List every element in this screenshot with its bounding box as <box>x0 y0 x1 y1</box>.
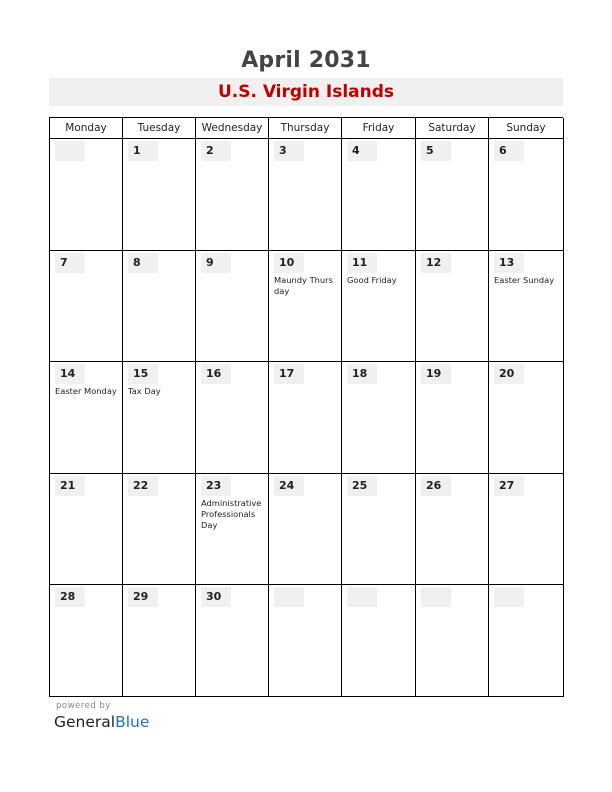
day-cell <box>416 362 489 474</box>
day-cell <box>269 139 342 251</box>
day-number: 3 <box>279 144 287 157</box>
day-number-background <box>421 587 451 607</box>
weekday-header-friday: Friday <box>342 118 416 139</box>
day-cell <box>269 362 342 474</box>
day-cell <box>123 362 196 474</box>
day-number: 6 <box>499 144 507 157</box>
day-cell <box>416 474 489 586</box>
weekday-header-thursday: Thursday <box>269 118 342 139</box>
day-number-background <box>274 587 304 607</box>
holiday-label: Administrative Professionals Day <box>201 497 262 531</box>
day-number: 9 <box>206 255 214 269</box>
day-number: 18 <box>352 367 368 381</box>
day-number: 29 <box>133 590 149 604</box>
day-cell <box>50 585 123 697</box>
day-number: 13 <box>499 255 515 269</box>
day-number: 24 <box>279 478 295 492</box>
day-cell <box>416 139 489 251</box>
generalblue-logo[interactable] <box>54 713 149 731</box>
day-cell <box>50 474 123 586</box>
week-row <box>50 139 563 251</box>
day-cell <box>196 251 269 363</box>
day-cell <box>489 139 564 251</box>
region-title: U.S. Virgin Islands <box>49 78 563 106</box>
holiday-label: Easter Sunday <box>494 274 555 285</box>
day-number: 20 <box>499 367 515 381</box>
day-number-background <box>494 587 524 607</box>
week-row <box>50 585 563 697</box>
day-number: 22 <box>133 478 149 492</box>
day-number: 4 <box>352 144 360 157</box>
day-cell <box>196 585 269 697</box>
week-row <box>50 474 563 586</box>
day-cell <box>123 251 196 363</box>
empty-day-cell <box>342 585 416 697</box>
day-number: 10 <box>279 255 295 269</box>
day-number: 7 <box>60 255 68 269</box>
day-number: 21 <box>60 478 76 492</box>
day-number: 15 <box>133 367 149 381</box>
page-title: April 2031 <box>241 48 371 73</box>
powered-by-label: powered by <box>56 701 111 711</box>
day-cell <box>50 362 123 474</box>
day-cell <box>196 362 269 474</box>
day-number: 14 <box>60 367 76 381</box>
holiday-label: Easter Monday <box>55 386 117 397</box>
weekday-header-monday: Monday <box>50 118 123 139</box>
day-number: 11 <box>352 255 368 269</box>
calendar-grid <box>49 117 563 697</box>
day-number: 27 <box>499 478 515 492</box>
brand-general-text: General <box>54 713 116 731</box>
weekday-header-tuesday: Tuesday <box>123 118 196 139</box>
day-number: 1 <box>133 144 141 157</box>
day-number: 23 <box>206 478 222 492</box>
day-cell <box>196 139 269 251</box>
day-number: 19 <box>426 367 442 381</box>
day-cell <box>489 251 564 363</box>
day-cell <box>123 139 196 251</box>
week-row <box>50 362 563 474</box>
day-cell <box>342 139 416 251</box>
holiday-label: Good Friday <box>347 274 397 285</box>
day-number: 2 <box>206 144 214 157</box>
day-number: 17 <box>279 367 295 381</box>
week-row <box>50 251 563 363</box>
day-cell <box>123 585 196 697</box>
weekday-header-wednesday: Wednesday <box>196 118 269 139</box>
day-cell <box>416 251 489 363</box>
day-cell <box>342 251 416 363</box>
day-number: 16 <box>206 367 222 381</box>
day-cell <box>342 362 416 474</box>
day-cell <box>123 474 196 586</box>
weekday-header-row <box>50 118 563 139</box>
holiday-label: Tax Day <box>128 386 161 397</box>
weekday-header-saturday: Saturday <box>416 118 489 139</box>
day-number: 26 <box>426 478 442 492</box>
day-number: 5 <box>426 144 434 157</box>
weekday-header-sunday: Sunday <box>489 118 564 139</box>
day-number-background <box>55 141 85 161</box>
day-cell <box>489 362 564 474</box>
day-cell <box>342 474 416 586</box>
holiday-label: Maundy Thursday <box>274 274 333 296</box>
empty-day-cell <box>269 585 342 697</box>
day-cell <box>269 474 342 586</box>
day-number: 8 <box>133 255 141 269</box>
day-cell <box>489 474 564 586</box>
day-number: 30 <box>206 590 222 604</box>
empty-day-cell <box>50 139 123 251</box>
day-number: 28 <box>60 590 76 604</box>
brand-blue-text: Blue <box>115 713 150 731</box>
empty-day-cell <box>416 585 489 697</box>
day-cell <box>50 251 123 363</box>
day-cell <box>269 251 342 363</box>
empty-day-cell <box>489 585 564 697</box>
day-number: 25 <box>352 478 368 492</box>
day-number: 12 <box>426 255 442 269</box>
day-cell <box>196 474 269 586</box>
day-number-background <box>347 587 377 607</box>
